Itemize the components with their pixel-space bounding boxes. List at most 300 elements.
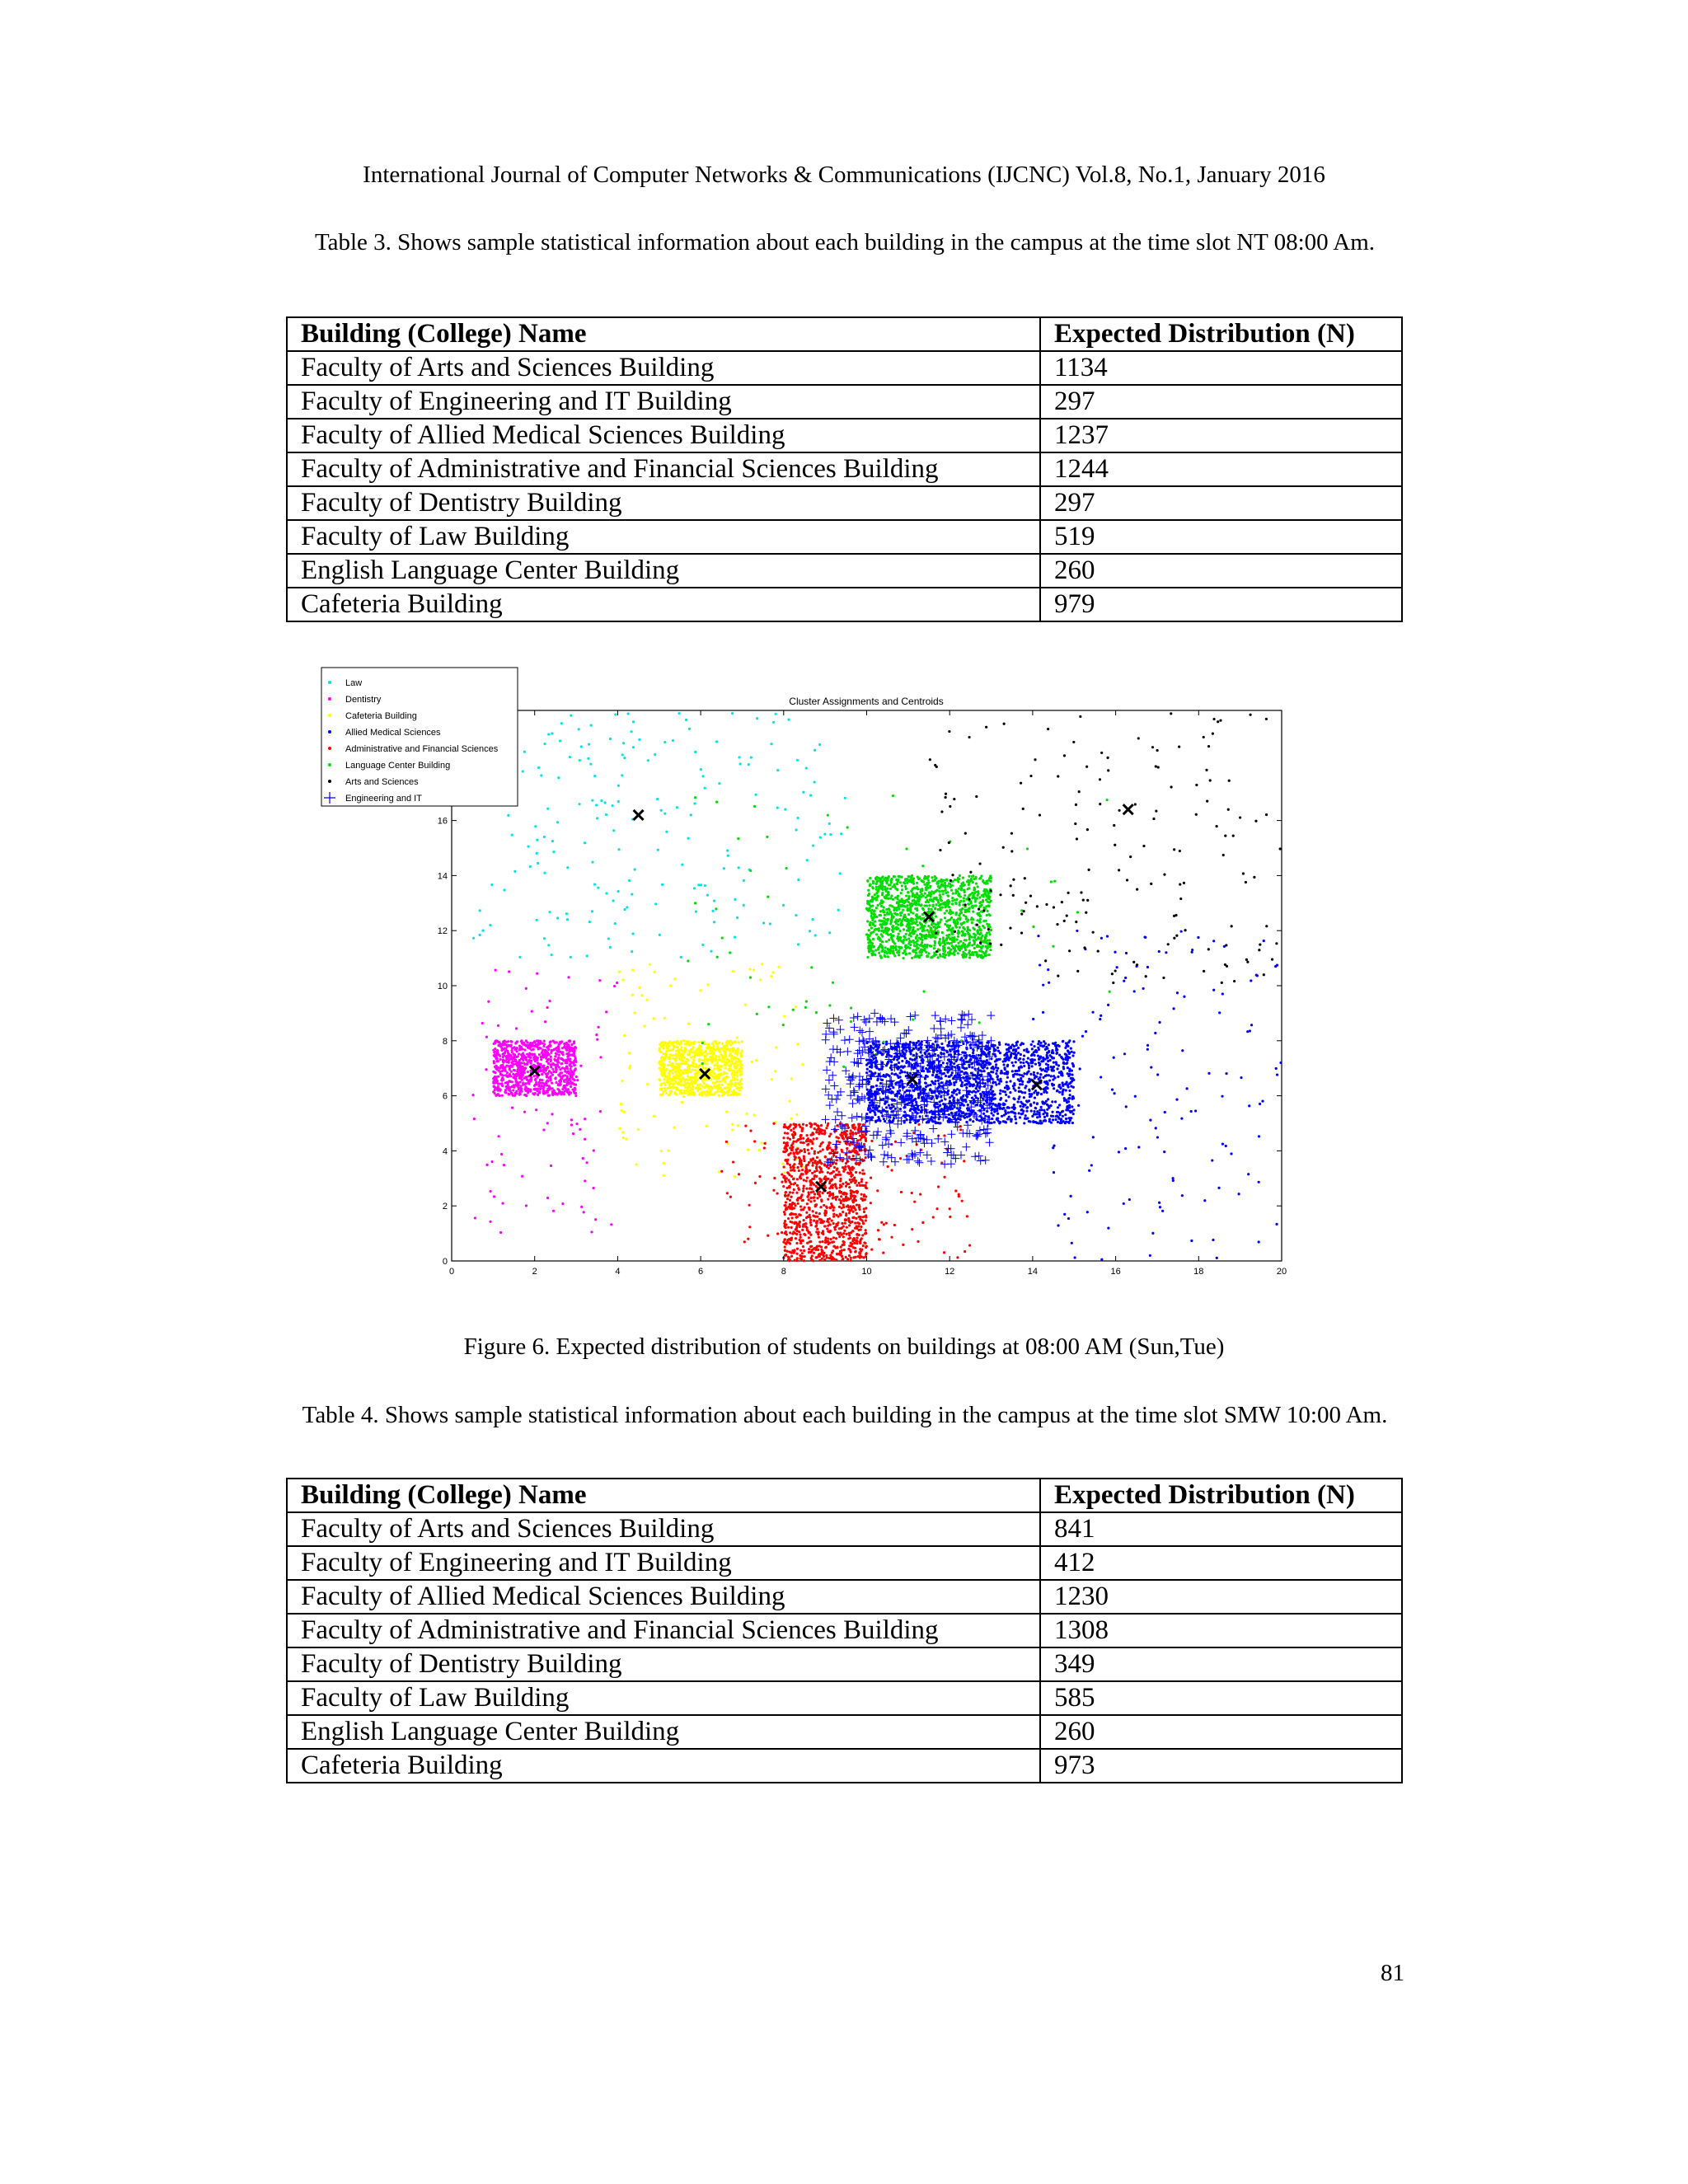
point-law [823, 833, 826, 836]
point-administrative-and-financial-sciences [783, 1123, 785, 1126]
point-cafeteria-building [717, 1069, 720, 1071]
point-law [665, 831, 668, 833]
point-administrative-and-financial-sciences [860, 1226, 862, 1228]
point-dentistry [526, 1052, 528, 1055]
point-administrative-and-financial-sciences [943, 1134, 945, 1137]
point-administrative-and-financial-sciences [805, 1179, 808, 1182]
point-cafeteria-building [621, 1137, 624, 1139]
point-dentistry [501, 1202, 504, 1205]
point-allied-medical-sciences [917, 1040, 920, 1043]
point-allied-medical-sciences [1099, 1018, 1101, 1020]
point-allied-medical-sciences [991, 1118, 993, 1120]
point-cafeteria-building [710, 1051, 712, 1053]
point-cafeteria-building [681, 1092, 683, 1094]
point-allied-medical-sciences [1007, 1111, 1010, 1113]
point-dentistry [546, 1079, 549, 1081]
point-dentistry [596, 1038, 598, 1041]
point-allied-medical-sciences [1018, 1074, 1020, 1076]
point-law [678, 712, 680, 715]
point-allied-medical-sciences [982, 1103, 985, 1105]
point-cafeteria-building [694, 1072, 696, 1075]
point-allied-medical-sciences [1033, 1045, 1035, 1047]
point-allied-medical-sciences [1028, 1090, 1030, 1092]
point-allied-medical-sciences [944, 1068, 946, 1071]
point-allied-medical-sciences [1077, 1104, 1080, 1107]
point-cafeteria-building [720, 1059, 723, 1062]
point-law [578, 803, 580, 805]
point-administrative-and-financial-sciences [841, 1207, 843, 1209]
point-allied-medical-sciences [1048, 1074, 1050, 1076]
point-allied-medical-sciences [1042, 984, 1044, 987]
point-allied-medical-sciences [1011, 1070, 1014, 1072]
point-dentistry [523, 1063, 526, 1066]
point-allied-medical-sciences [1053, 1171, 1055, 1174]
point-cafeteria-building [709, 1091, 711, 1094]
point-law [547, 944, 550, 946]
point-law [617, 800, 620, 803]
point-law [829, 833, 832, 836]
point-allied-medical-sciences [1276, 964, 1278, 967]
point-administrative-and-financial-sciences [858, 1208, 860, 1211]
point-allied-medical-sciences [1125, 1105, 1128, 1108]
point-dentistry [576, 1079, 579, 1081]
point-allied-medical-sciences [1194, 1109, 1197, 1112]
point-administrative-and-financial-sciences [879, 1238, 881, 1240]
point-allied-medical-sciences [964, 1079, 966, 1081]
point-law [713, 899, 715, 902]
point-law [738, 756, 740, 758]
point-allied-medical-sciences [955, 1112, 958, 1114]
point-dentistry [559, 1068, 561, 1071]
point-cafeteria-building [662, 1062, 664, 1065]
point-cafeteria-building [683, 1069, 686, 1071]
point-allied-medical-sciences [1054, 1100, 1057, 1103]
point-allied-medical-sciences [1275, 1223, 1278, 1226]
point-cafeteria-building [715, 1085, 717, 1088]
table3-header-name: Building (College) Name [287, 317, 1040, 351]
point-allied-medical-sciences [1207, 1072, 1210, 1075]
point-allied-medical-sciences [1000, 1070, 1002, 1072]
point-administrative-and-financial-sciences [821, 1132, 823, 1135]
point-allied-medical-sciences [1048, 1107, 1050, 1109]
point-allied-medical-sciences [890, 1068, 893, 1071]
point-allied-medical-sciences [1048, 1054, 1051, 1057]
point-allied-medical-sciences [1057, 1064, 1060, 1066]
point-cafeteria-building [760, 1141, 762, 1144]
point-allied-medical-sciences [898, 1062, 900, 1064]
point-allied-medical-sciences [1067, 1100, 1070, 1103]
point-administrative-and-financial-sciences [806, 1196, 809, 1198]
point-administrative-and-financial-sciences [781, 1231, 783, 1234]
point-cafeteria-building [771, 971, 774, 973]
point-dentistry [502, 1052, 504, 1055]
point-allied-medical-sciences [1023, 1072, 1025, 1075]
point-allied-medical-sciences [1012, 1065, 1015, 1067]
point-dentistry [574, 1068, 577, 1071]
point-cafeteria-building [676, 1077, 678, 1080]
point-allied-medical-sciences [1124, 1147, 1127, 1150]
point-allied-medical-sciences [931, 1074, 934, 1076]
point-allied-medical-sciences [1048, 1118, 1051, 1120]
point-cafeteria-building [731, 1074, 734, 1076]
point-allied-medical-sciences [1019, 1057, 1021, 1060]
point-allied-medical-sciences [1250, 1024, 1253, 1026]
point-administrative-and-financial-sciences [828, 1221, 830, 1223]
point-cafeteria-building [699, 989, 701, 991]
point-administrative-and-financial-sciences [809, 1197, 812, 1199]
point-administrative-and-financial-sciences [887, 1165, 889, 1168]
point-administrative-and-financial-sciences [814, 1151, 816, 1153]
point-administrative-and-financial-sciences [782, 1137, 785, 1139]
point-administrative-and-financial-sciences [792, 1177, 795, 1179]
point-administrative-and-financial-sciences [839, 1122, 842, 1124]
point-allied-medical-sciences [1057, 1224, 1059, 1226]
point-administrative-and-financial-sciences [870, 1140, 873, 1142]
point-allied-medical-sciences [1217, 1187, 1220, 1189]
point-dentistry [542, 1087, 545, 1090]
point-allied-medical-sciences [940, 1095, 942, 1098]
point-allied-medical-sciences [1006, 1048, 1008, 1051]
point-allied-medical-sciences [1015, 1073, 1018, 1076]
point-administrative-and-financial-sciences [835, 1187, 837, 1189]
point-dentistry [525, 1059, 528, 1062]
point-allied-medical-sciences [992, 1052, 994, 1055]
point-administrative-and-financial-sciences [814, 1174, 816, 1177]
point-allied-medical-sciences [1023, 1049, 1025, 1052]
point-allied-medical-sciences [1030, 1043, 1033, 1046]
point-allied-medical-sciences [919, 1115, 921, 1118]
point-law [814, 749, 816, 752]
point-administrative-and-financial-sciences [899, 1157, 902, 1160]
point-law [626, 906, 628, 908]
point-allied-medical-sciences [1142, 987, 1145, 990]
point-law [534, 825, 537, 827]
point-law [472, 937, 475, 940]
point-allied-medical-sciences [1085, 1030, 1087, 1033]
point-allied-medical-sciences [1190, 1110, 1193, 1113]
point-administrative-and-financial-sciences [738, 1173, 740, 1175]
point-law [663, 741, 666, 743]
point-allied-medical-sciences [959, 1110, 962, 1113]
point-allied-medical-sciences [1057, 1111, 1059, 1113]
point-administrative-and-financial-sciences [968, 1244, 971, 1246]
point-dentistry [573, 1092, 575, 1094]
point-cafeteria-building [712, 1045, 715, 1047]
point-allied-medical-sciences [921, 1066, 924, 1069]
point-allied-medical-sciences [1017, 1052, 1020, 1054]
point-law [839, 872, 842, 874]
point-dentistry [574, 1064, 576, 1066]
point-allied-medical-sciences [1053, 1066, 1055, 1068]
point-allied-medical-sciences [1250, 979, 1252, 982]
point-dentistry [490, 1190, 492, 1193]
point-allied-medical-sciences [1158, 1202, 1160, 1204]
point-allied-medical-sciences [942, 1062, 945, 1064]
point-allied-medical-sciences [870, 1066, 873, 1068]
point-dentistry [524, 1082, 527, 1085]
point-dentistry [501, 1094, 504, 1097]
point-cafeteria-building [628, 1052, 631, 1054]
point-allied-medical-sciences [1004, 1086, 1006, 1089]
point-cafeteria-building [729, 1094, 732, 1096]
point-allied-medical-sciences [1058, 1045, 1061, 1047]
point-dentistry [550, 1165, 552, 1167]
point-allied-medical-sciences [925, 1082, 927, 1085]
point-allied-medical-sciences [986, 1059, 988, 1062]
point-law [479, 909, 481, 912]
point-administrative-and-financial-sciences [785, 1201, 787, 1203]
point-cafeteria-building [781, 1162, 784, 1165]
point-cafeteria-building [724, 1062, 726, 1065]
point-dentistry [574, 1094, 577, 1097]
point-cafeteria-building [673, 1057, 675, 1060]
point-allied-medical-sciences [1004, 1090, 1006, 1093]
point-allied-medical-sciences [1050, 1104, 1053, 1107]
point-cafeteria-building [669, 1086, 672, 1089]
point-administrative-and-financial-sciences [900, 1191, 903, 1193]
point-cafeteria-building [688, 1068, 691, 1071]
point-administrative-and-financial-sciences [802, 1123, 804, 1126]
point-administrative-and-financial-sciences [863, 1195, 865, 1197]
point-dentistry [556, 1064, 559, 1066]
point-allied-medical-sciences [1015, 1118, 1017, 1120]
point-allied-medical-sciences [1024, 1086, 1026, 1089]
point-administrative-and-financial-sciences [796, 1248, 799, 1250]
point-allied-medical-sciences [1124, 977, 1127, 979]
point-law [556, 916, 559, 919]
point-allied-medical-sciences [1045, 1067, 1048, 1070]
point-administrative-and-financial-sciences [809, 1216, 811, 1219]
point-dentistry [522, 1071, 524, 1074]
point-allied-medical-sciences [998, 1082, 1001, 1085]
point-allied-medical-sciences [1043, 1116, 1046, 1118]
point-cafeteria-building [683, 1051, 686, 1053]
point-cafeteria-building [665, 1092, 668, 1094]
point-allied-medical-sciences [1070, 1195, 1072, 1197]
point-dentistry [505, 1085, 508, 1088]
point-administrative-and-financial-sciences [791, 1192, 794, 1194]
point-dentistry [570, 1083, 573, 1085]
point-law [490, 883, 493, 886]
point-allied-medical-sciences [885, 1064, 888, 1066]
point-cafeteria-building [665, 1050, 668, 1052]
point-law [540, 774, 542, 776]
point-dentistry [500, 1153, 503, 1155]
point-allied-medical-sciences [1018, 1069, 1020, 1071]
point-law [543, 836, 546, 838]
point-dentistry [563, 1080, 565, 1083]
point-cafeteria-building [659, 1084, 662, 1086]
point-cafeteria-building [681, 1101, 683, 1104]
point-law [704, 884, 706, 887]
point-dentistry [566, 1076, 569, 1079]
point-dentistry [523, 1057, 525, 1059]
point-dentistry [537, 1062, 539, 1064]
point-dentistry [555, 1069, 557, 1071]
point-dentistry [494, 1089, 496, 1091]
point-allied-medical-sciences [1064, 1083, 1067, 1085]
point-administrative-and-financial-sciences [842, 1235, 845, 1238]
point-allied-medical-sciences [1211, 1159, 1213, 1161]
point-administrative-and-financial-sciences [832, 1207, 835, 1209]
point-allied-medical-sciences [1013, 1106, 1015, 1108]
table-cell-name: Faculty of Dentistry Building [287, 486, 1040, 520]
point-cafeteria-building [621, 1080, 623, 1082]
point-cafeteria-building [715, 1080, 718, 1083]
point-administrative-and-financial-sciences [754, 1182, 757, 1184]
point-dentistry [561, 1051, 564, 1053]
point-administrative-and-financial-sciences [793, 1188, 795, 1191]
point-allied-medical-sciences [952, 1099, 954, 1101]
point-allied-medical-sciences [990, 1089, 992, 1091]
point-law [657, 849, 659, 851]
point-administrative-and-financial-sciences [865, 1182, 868, 1184]
point-cafeteria-building [741, 1040, 743, 1043]
point-law [756, 717, 758, 719]
point-dentistry [557, 1057, 560, 1060]
point-allied-medical-sciences [1040, 1106, 1043, 1108]
point-administrative-and-financial-sciences [813, 1183, 815, 1186]
point-allied-medical-sciences [907, 1064, 910, 1066]
point-allied-medical-sciences [1030, 1054, 1033, 1057]
point-dentistry [504, 1043, 506, 1046]
point-dentistry [494, 1042, 496, 1044]
point-dentistry [513, 1069, 516, 1071]
point-allied-medical-sciences [1163, 1151, 1165, 1153]
point-administrative-and-financial-sciences [843, 1249, 846, 1251]
point-administrative-and-financial-sciences [841, 1226, 843, 1229]
point-administrative-and-financial-sciences [805, 1124, 808, 1127]
point-allied-medical-sciences [990, 1057, 992, 1060]
point-administrative-and-financial-sciences [850, 1251, 852, 1254]
point-allied-medical-sciences [1185, 1087, 1188, 1090]
point-allied-medical-sciences [903, 1103, 906, 1105]
point-dentistry [499, 1083, 502, 1085]
point-allied-medical-sciences [1175, 1099, 1178, 1101]
point-administrative-and-financial-sciences [913, 1201, 916, 1203]
point-cafeteria-building [673, 1077, 676, 1080]
point-allied-medical-sciences [1061, 1093, 1063, 1095]
point-allied-medical-sciences [1036, 1092, 1039, 1094]
point-allied-medical-sciences [1149, 1254, 1151, 1257]
point-law [656, 798, 659, 800]
point-allied-medical-sciences [1072, 1113, 1075, 1115]
point-cafeteria-building [729, 1040, 732, 1043]
point-administrative-and-financial-sciences [787, 1217, 790, 1220]
point-law [543, 937, 546, 940]
point-administrative-and-financial-sciences [790, 1129, 792, 1132]
point-allied-medical-sciences [993, 1093, 996, 1095]
point-allied-medical-sciences [999, 1058, 1001, 1061]
point-cafeteria-building [739, 1074, 742, 1076]
point-dentistry [495, 1055, 498, 1057]
point-administrative-and-financial-sciences [763, 1142, 766, 1145]
point-cafeteria-building [736, 1079, 738, 1081]
point-dentistry [564, 1070, 566, 1072]
point-administrative-and-financial-sciences [828, 1135, 831, 1137]
point-allied-medical-sciences [1058, 1084, 1061, 1086]
point-administrative-and-financial-sciences [824, 1155, 827, 1158]
point-cafeteria-building [795, 1113, 798, 1116]
table-row [287, 419, 1402, 452]
point-allied-medical-sciences [1036, 1072, 1039, 1075]
point-dentistry [506, 1081, 509, 1084]
point-cafeteria-building [718, 1084, 720, 1086]
point-dentistry [539, 1063, 542, 1066]
point-law [734, 898, 736, 901]
point-administrative-and-financial-sciences [836, 1253, 838, 1255]
point-cafeteria-building [685, 1071, 687, 1074]
point-administrative-and-financial-sciences [815, 1212, 818, 1214]
point-allied-medical-sciences [1071, 1073, 1073, 1076]
point-cafeteria-building [718, 1048, 720, 1051]
point-administrative-and-financial-sciences [911, 1228, 913, 1230]
point-allied-medical-sciences [1023, 1096, 1025, 1099]
point-cafeteria-building [649, 963, 651, 966]
point-allied-medical-sciences [1013, 1108, 1015, 1110]
point-administrative-and-financial-sciences [943, 1251, 945, 1254]
point-dentistry [579, 1065, 582, 1067]
point-cafeteria-building [662, 1090, 664, 1093]
point-dentistry [544, 1067, 546, 1070]
point-allied-medical-sciences [1021, 1103, 1024, 1105]
point-allied-medical-sciences [1221, 1095, 1223, 1098]
point-allied-medical-sciences [982, 1113, 985, 1115]
point-dentistry [550, 1060, 552, 1062]
point-allied-medical-sciences [973, 1068, 976, 1071]
point-law [739, 762, 742, 765]
point-administrative-and-financial-sciences [848, 1186, 851, 1188]
point-cafeteria-building [663, 1087, 666, 1090]
point-allied-medical-sciences [1015, 1042, 1018, 1044]
point-dentistry [550, 1049, 552, 1052]
point-allied-medical-sciences [1042, 1057, 1044, 1059]
point-administrative-and-financial-sciences [838, 1206, 841, 1208]
point-administrative-and-financial-sciences [845, 1256, 847, 1258]
point-allied-medical-sciences [1015, 1050, 1017, 1052]
point-administrative-and-financial-sciences [850, 1129, 852, 1132]
point-allied-medical-sciences [940, 1081, 943, 1084]
point-allied-medical-sciences [958, 1092, 960, 1094]
point-law [701, 775, 704, 777]
point-cafeteria-building [663, 1174, 665, 1177]
point-dentistry [584, 1179, 586, 1182]
point-cafeteria-building [659, 1069, 662, 1071]
point-cafeteria-building [668, 1090, 671, 1093]
point-allied-medical-sciences [913, 1107, 916, 1109]
point-law [805, 766, 808, 769]
point-allied-medical-sciences [1045, 1086, 1048, 1089]
table3-header-row [287, 317, 1402, 351]
point-allied-medical-sciences [1042, 1060, 1044, 1062]
point-allied-medical-sciences [1021, 1083, 1024, 1085]
point-allied-medical-sciences [900, 1066, 903, 1068]
table-cell-value: 1134 [1040, 351, 1402, 385]
point-cafeteria-building [788, 1100, 790, 1103]
point-allied-medical-sciences [1052, 1052, 1054, 1054]
point-cafeteria-building [691, 1064, 693, 1066]
point-allied-medical-sciences [922, 1059, 925, 1062]
point-dentistry [531, 1010, 533, 1013]
point-cafeteria-building [618, 1127, 621, 1130]
point-cafeteria-building [654, 971, 656, 973]
point-dentistry [546, 1122, 549, 1124]
point-administrative-and-financial-sciences [784, 1191, 786, 1193]
point-cafeteria-building [783, 1015, 785, 1018]
point-cafeteria-building [669, 1053, 672, 1056]
point-administrative-and-financial-sciences [842, 1258, 844, 1260]
point-allied-medical-sciences [1079, 1067, 1081, 1070]
